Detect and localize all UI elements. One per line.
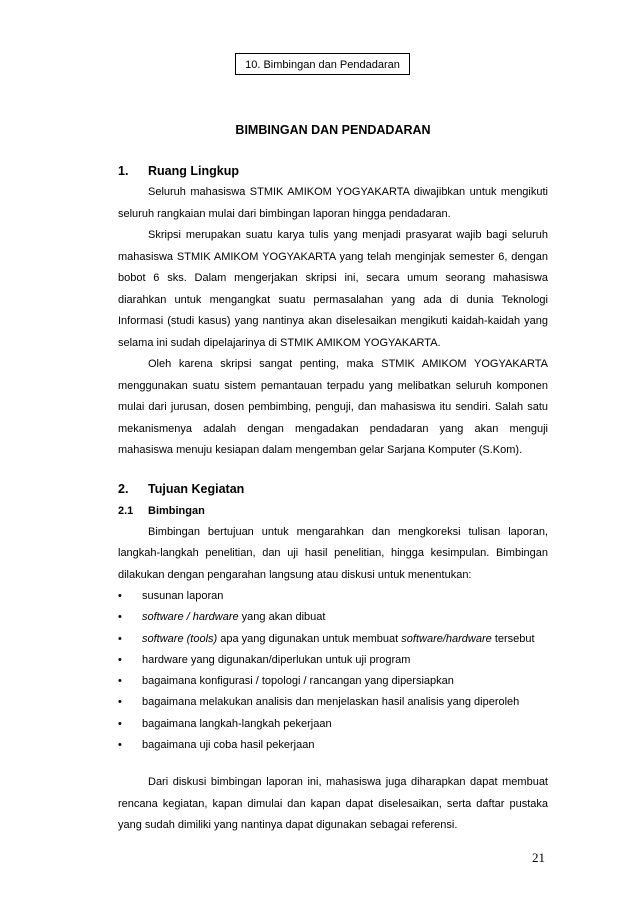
list-item <box>118 586 548 607</box>
subsection-2-1-intro: Bimbingan bertujuan untuk mengarahkan dan mengkoreksi tulisan laporan, langkah-langkah penelitian, dan uji hasil penelitian, hingga kesimpulan. Bimbingan dilakukan dengan pengarahan langsung atau diskusi untuk menentukan: <box>118 525 548 581</box>
list-item-text: susunan laporan <box>142 590 224 602</box>
list-item <box>118 671 548 692</box>
bullet-icon: • <box>118 632 122 645</box>
bullet-icon: • <box>118 611 122 624</box>
subsection-2-1-title: Bimbingan <box>148 504 205 517</box>
list-item <box>118 735 548 756</box>
list-item <box>118 629 548 650</box>
list-item-text-mid: apa yang digunakan untuk membuat <box>217 632 402 645</box>
list-item-italic-text-2: software/hardware <box>401 632 492 645</box>
section-2-heading <box>118 478 548 500</box>
section-2-title: Tujuan Kegiatan <box>148 481 245 496</box>
bullet-icon: • <box>118 590 122 602</box>
subsection-2-1-heading <box>118 500 548 522</box>
section-1-title: Ruang Lingkup <box>148 164 239 178</box>
bullet-icon: • <box>118 653 122 666</box>
list-item-text-end: tersebut <box>491 632 535 645</box>
page-title: BIMBINGAN DAN PENDADARAN <box>235 123 431 137</box>
list-item-italic-text: software / hardware <box>142 611 239 624</box>
list-item <box>118 714 548 735</box>
list-item-italic-text: software (tools) <box>142 632 218 645</box>
list-item-text: hardware yang digunakan/diperlukan untuk uji program <box>142 653 411 666</box>
list-item <box>118 650 548 671</box>
section-1-heading <box>118 160 548 182</box>
bullet-icon: • <box>118 717 122 730</box>
list-item-text <box>142 607 325 628</box>
list-item <box>118 607 548 628</box>
list-item-text: bagaimana uji coba hasil pekerjaan <box>142 739 315 752</box>
bullet-icon: • <box>118 739 122 752</box>
section-1-paragraph-1: Seluruh mahasiswa STMIK AMIKOM YOGYAKARTA diwajibkan untuk mengikuti seluruh rangkaian mulai dari bimbingan laporan hingga pendadaran. <box>118 186 548 220</box>
section-1-paragraph-2: Skripsi merupakan suatu karya tulis yang menjadi prasyarat wajib bagi seluruh mahasiswa STMIK AMIKOM YOGYAKARTA yang telah menginjak semester 6, dengan bobot 6 sks. Dalam mengerjakan skripsi ini, secara umum seorang mahasiswa diarahkan untuk mengangkat suatu permasalahan yang ada di dunia Teknologi Informasi (studi kasus) yang nantinya akan diselesaikan mengikuti kaidah-kaidah yang selama ini sudah dipelajarinya di STMIK AMIKOM YOGYAKARTA. <box>118 229 548 349</box>
section-1-number: 1. <box>118 164 129 178</box>
bullet-icon: • <box>118 675 122 688</box>
chapter-header-box <box>235 53 410 75</box>
bullet-icon: • <box>118 696 122 709</box>
chapter-header-label: 10. Bimbingan dan Pendadaran <box>245 59 400 71</box>
list-item <box>118 692 548 713</box>
list-item-text: bagaimana konfigurasi / topologi / rancangan yang dipersiapkan <box>142 675 454 688</box>
list-item-text-rest: yang akan dibuat <box>238 611 326 624</box>
list-item-text <box>142 629 535 650</box>
subsection-2-1-closing: Dari diskusi bimbingan laporan ini, mahasiswa juga diharapkan dapat membuat rencana kegiatan, kapan dimulai dan kapan dapat diselesaikan, serta daftar pustaka yang sudah dimiliki yang nantinya dapat digunakan sebagai referensi. <box>118 776 548 832</box>
guidance-topics-list <box>118 586 548 756</box>
page-number: 21 <box>532 850 545 865</box>
document-body <box>118 160 548 837</box>
subsection-2-1-number: 2.1 <box>118 504 134 517</box>
list-item-text: bagaimana langkah-langkah pekerjaan <box>142 717 332 730</box>
section-1-paragraph-3: Oleh karena skripsi sangat penting, maka STMIK AMIKOM YOGYAKARTA menggunakan suatu sistem pemantauan terpadu yang melibatkan seluruh komponen mulai dari jurusan, dosen pembimbing, penguji, dan mahasiswa itu sendiri. Salah satu mekanismenya adalah dengan mengadakan pendadaran yang akan menguji mahasiswa menuju kesiapan dalam mengemban gelar Sarjana Komputer (S.Kom). <box>118 358 548 456</box>
list-item-text: bagaimana melakukan analisis dan menjelaskan hasil analisis yang diperoleh <box>142 696 520 709</box>
section-2-number: 2. <box>118 481 129 496</box>
